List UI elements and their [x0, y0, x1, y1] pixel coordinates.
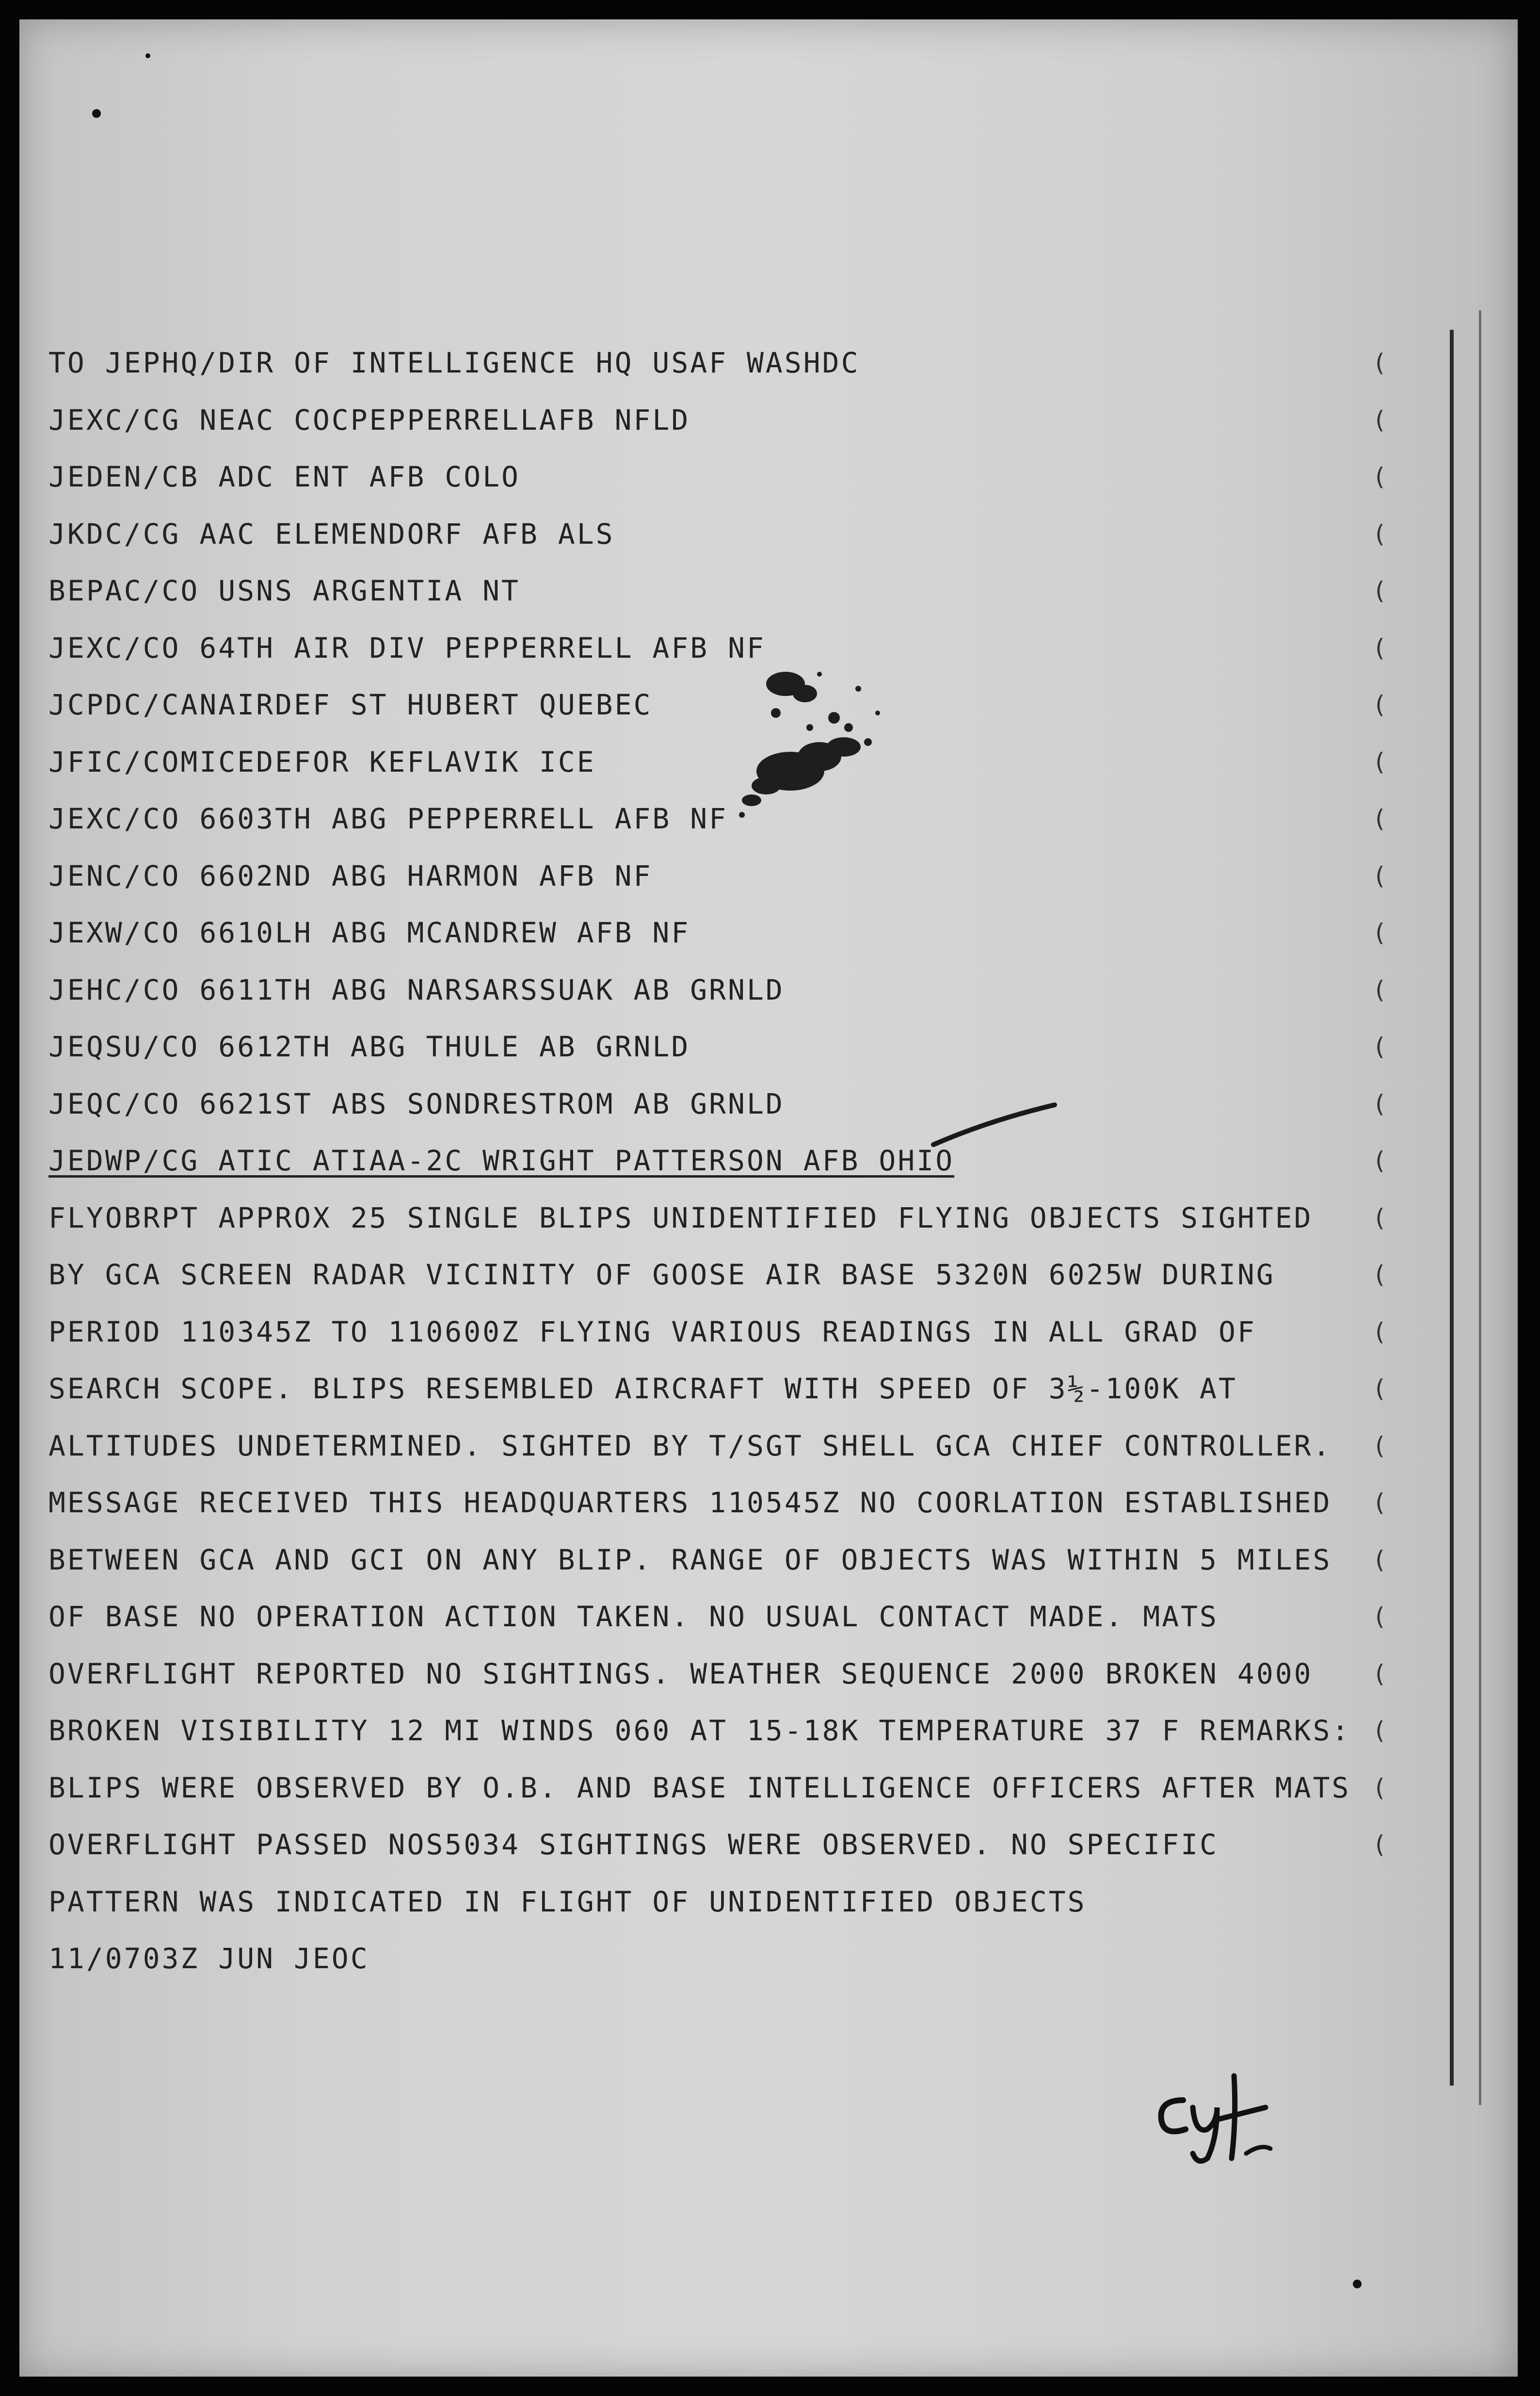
message-body	[48, 335, 1406, 1988]
address-line: JKDC/CG AAC ELEMENDORF AFB ALS	[48, 517, 615, 550]
tick-mark: (	[1372, 1659, 1387, 1688]
report-line: SEARCH SCOPE. BLIPS RESEMBLED AIRCRAFT WITH SPEED OF 3½-100K AT	[48, 1372, 1237, 1405]
report-line: OVERFLIGHT PASSED NOS5034 SIGHTINGS WERE OBSERVED. NO SPECIFIC	[48, 1828, 1219, 1861]
hand-drawn-pointer-line	[931, 1101, 1057, 1149]
address-line-atic-underlined: JEDWP/CG ATIC ATIAA-2C WRIGHT PATTERSON AFB OHIO	[48, 1144, 955, 1177]
speck	[145, 53, 150, 58]
report-line: ALTITUDES UNDETERMINED. SIGHTED BY T/SGT SHELL GCA CHIEF CONTROLLER.	[48, 1429, 1332, 1462]
report-line: BY GCA SCREEN RADAR VICINITY OF GOOSE AIR BASE 5320N 6025W DURING	[48, 1258, 1275, 1291]
address-line: JEHC/CO 6611TH ABG NARSARSSUAK AB GRNLD	[48, 973, 785, 1006]
date-time-group: 11/0703Z JUN JEOC	[48, 1942, 369, 1975]
tick-mark: (	[1372, 1261, 1387, 1289]
tick-mark: (	[1372, 463, 1387, 491]
tick-mark: (	[1372, 919, 1387, 947]
tick-mark: (	[1372, 1830, 1387, 1859]
address-line: JEXC/CO 6603TH ABG PEPPERRELL AFB NF	[48, 802, 728, 835]
address-line: JEDEN/CB ADC ENT AFB COLO	[48, 460, 520, 493]
report-line: PERIOD 110345Z TO 110600Z FLYING VARIOUS READINGS IN ALL GRAD OF	[48, 1315, 1256, 1348]
margin-rule-outer	[1479, 310, 1481, 2105]
report-line: OF BASE NO OPERATION ACTION TAKEN. NO USUAL CONTACT MADE. MATS	[48, 1600, 1219, 1633]
tick-mark: (	[1372, 1203, 1387, 1232]
address-line: JEXW/CO 6610LH ABG MCANDREW AFB NF	[48, 916, 690, 949]
address-line: BEPAC/CO USNS ARGENTIA NT	[48, 574, 520, 607]
tick-mark: (	[1372, 1147, 1387, 1175]
handwritten-initials-signature	[1149, 2061, 1295, 2168]
tick-mark: (	[1372, 349, 1387, 377]
address-line: JEQSU/CO 6612TH ABG THULE AB GRNLD	[48, 1030, 690, 1063]
tick-mark: (	[1372, 1089, 1387, 1118]
speck	[1353, 2280, 1362, 2288]
tick-mark: (	[1372, 1431, 1387, 1460]
tick-mark: (	[1372, 861, 1387, 890]
report-line: OVERFLIGHT REPORTED NO SIGHTINGS. WEATHER SEQUENCE 2000 BROKEN 4000	[48, 1657, 1313, 1690]
report-line: BROKEN VISIBILITY 12 MI WINDS 060 AT 15-18K TEMPERATURE 37 F REMARKS:	[48, 1714, 1351, 1747]
tick-mark: (	[1372, 1603, 1387, 1631]
address-line-to: TO JEPHQ/DIR OF INTELLIGENCE HQ USAF WASHDC	[48, 346, 860, 379]
tick-mark: (	[1372, 1317, 1387, 1346]
tick-mark: (	[1372, 633, 1387, 662]
address-line: JCPDC/CANAIRDEF ST HUBERT QUEBEC	[48, 688, 653, 721]
margin-rule	[1450, 330, 1454, 2086]
tick-mark: (	[1372, 1489, 1387, 1517]
tick-mark: (	[1372, 1375, 1387, 1403]
margin-tick-marks	[1372, 335, 1421, 1874]
report-line: FLYOBRPT APPROX 25 SINGLE BLIPS UNIDENTIFIED FLYING OBJECTS SIGHTED	[48, 1201, 1313, 1234]
address-line: JEXC/CO 64TH AIR DIV PEPPERRELL AFB NF	[48, 631, 766, 664]
tick-mark: (	[1372, 519, 1387, 548]
report-line: PATTERN WAS INDICATED IN FLIGHT OF UNIDENTIFIED OBJECTS	[48, 1885, 1087, 1918]
tick-mark: (	[1372, 747, 1387, 776]
tick-mark: (	[1372, 405, 1387, 434]
tick-mark: (	[1372, 1773, 1387, 1802]
report-line: MESSAGE RECEIVED THIS HEADQUARTERS 110545Z NO COORLATION ESTABLISHED	[48, 1486, 1332, 1519]
address-line: JEXC/CG NEAC COCPEPPERRELLAFB NFLD	[48, 403, 690, 437]
tick-mark: (	[1372, 691, 1387, 719]
tick-mark: (	[1372, 1033, 1387, 1061]
address-line: JEQC/CO 6621ST ABS SONDRESTROM AB GRNLD	[48, 1087, 785, 1120]
report-line: BETWEEN GCA AND GCI ON ANY BLIP. RANGE OF OBJECTS WAS WITHIN 5 MILES	[48, 1543, 1332, 1576]
speck	[92, 109, 101, 118]
address-line: JFIC/COMICEDEFOR KEFLAVIK ICE	[48, 745, 596, 778]
address-line: JENC/CO 6602ND ABG HARMON AFB NF	[48, 859, 653, 892]
tick-mark: (	[1372, 805, 1387, 833]
report-line: BLIPS WERE OBSERVED BY O.B. AND BASE INTELLIGENCE OFFICERS AFTER MATS	[48, 1771, 1351, 1804]
tick-mark: (	[1372, 975, 1387, 1004]
ink-blot-stain	[722, 660, 907, 834]
tick-mark: (	[1372, 1716, 1387, 1745]
tick-mark: (	[1372, 1545, 1387, 1574]
tick-mark: (	[1372, 577, 1387, 605]
